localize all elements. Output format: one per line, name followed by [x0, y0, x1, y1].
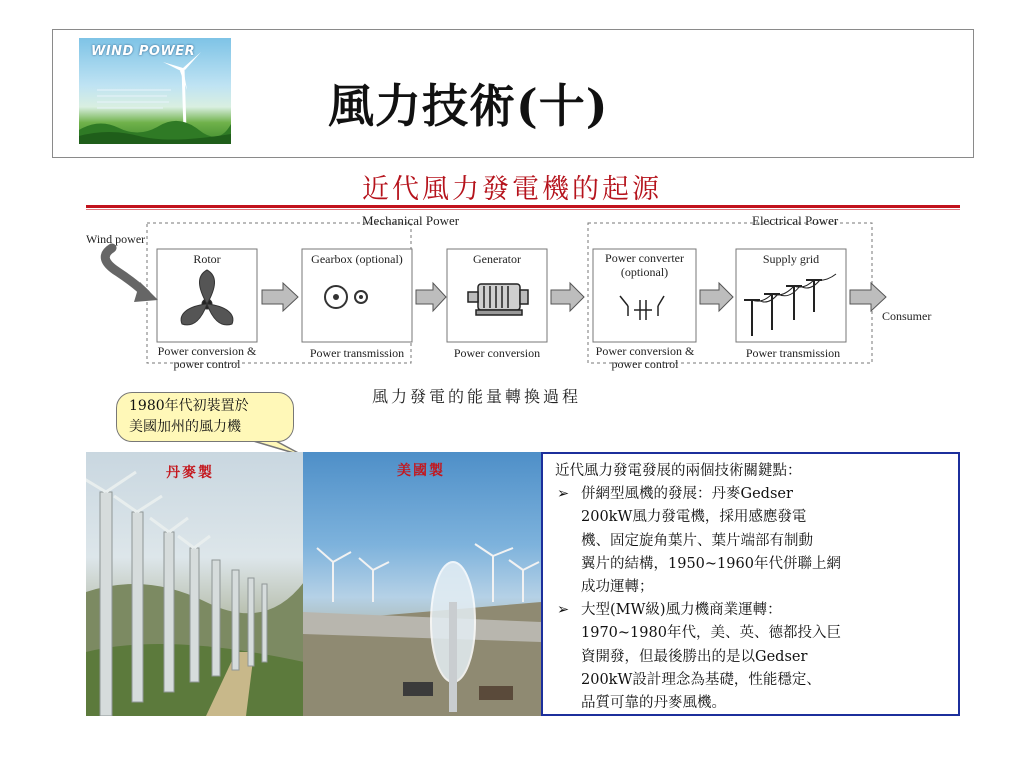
consumer-label: Consumer: [882, 309, 932, 323]
generator-caption: Power conversion: [453, 346, 541, 360]
american-turbines-photo: [303, 452, 541, 716]
danish-turbines-photo: [86, 452, 304, 716]
key-point-line: 資開發，但最後勝出的是以Gedser: [581, 648, 808, 665]
rotor-caption-2: power control: [173, 357, 241, 371]
mechanical-power-label: Mechanical Power: [362, 213, 460, 228]
key-point-line: 200kW設計理念為基礎，性能穩定、: [581, 671, 821, 688]
american-made-label: 美國製: [397, 463, 445, 479]
converter-caption-2: power control: [611, 357, 679, 371]
key-point-line: 品質可靠的丹麥風機。: [581, 695, 726, 712]
diagram-title: 近代風力發電機的起源: [362, 174, 662, 205]
logo-text: WIND POWER: [91, 44, 196, 59]
electrical-power-label: Electrical Power: [752, 213, 839, 228]
key-point-item: [555, 599, 950, 715]
key-point-line: 併網型風機的發展：丹麥Gedser: [581, 486, 793, 503]
key-point-item: [555, 483, 950, 599]
rotor-label: Rotor: [193, 252, 221, 266]
gearbox-caption: Power transmission: [309, 346, 405, 360]
key-point-line: 200kW風力發電機，採用感應發電: [581, 509, 807, 526]
key-point-line: 翼片的結構，1950~1960年代併聯上網: [581, 555, 841, 572]
diagram-caption: 風力發電的能量轉換過程: [372, 387, 582, 406]
danish-made-label: 丹麥製: [166, 465, 214, 481]
key-point-line: 大型(MW級)風力機商業運轉：: [581, 602, 782, 619]
bullet-icon: ➢: [557, 486, 570, 503]
key-points-box: [541, 452, 960, 716]
callout-line-2: 美國加州的風力機: [129, 419, 241, 435]
callout-bubble: [116, 392, 294, 442]
danish-turbines-image: [86, 452, 304, 716]
american-turbines-image: [303, 452, 541, 716]
bullet-icon: ➢: [557, 602, 570, 619]
rotor-caption-1: Power conversion &: [157, 344, 257, 358]
wind-power-label: Wind power: [86, 232, 146, 246]
key-point-line: 1970~1980年代，美、英、德都投入巨: [581, 625, 841, 642]
supply-grid-label: Supply grid: [762, 252, 820, 266]
supply-grid-caption: Power transmission: [745, 346, 841, 360]
key-points-heading: 近代風力發電發展的兩個技術關鍵點：: [555, 463, 802, 479]
power-converter-optional-label: (optional): [620, 265, 669, 279]
power-converter-label: Power converter: [605, 251, 684, 265]
converter-caption-1: Power conversion &: [595, 344, 695, 358]
page-title: 風力技術(十): [328, 79, 609, 133]
key-point-line: 成功運轉；: [581, 579, 654, 596]
generator-label: Generator: [473, 252, 521, 266]
key-point-line: 機、固定旋角葉片、葉片端部有制動: [581, 532, 813, 549]
callout-line-1: 1980年代初裝置於: [129, 398, 249, 414]
gearbox-label: Gearbox (optional): [311, 252, 403, 266]
